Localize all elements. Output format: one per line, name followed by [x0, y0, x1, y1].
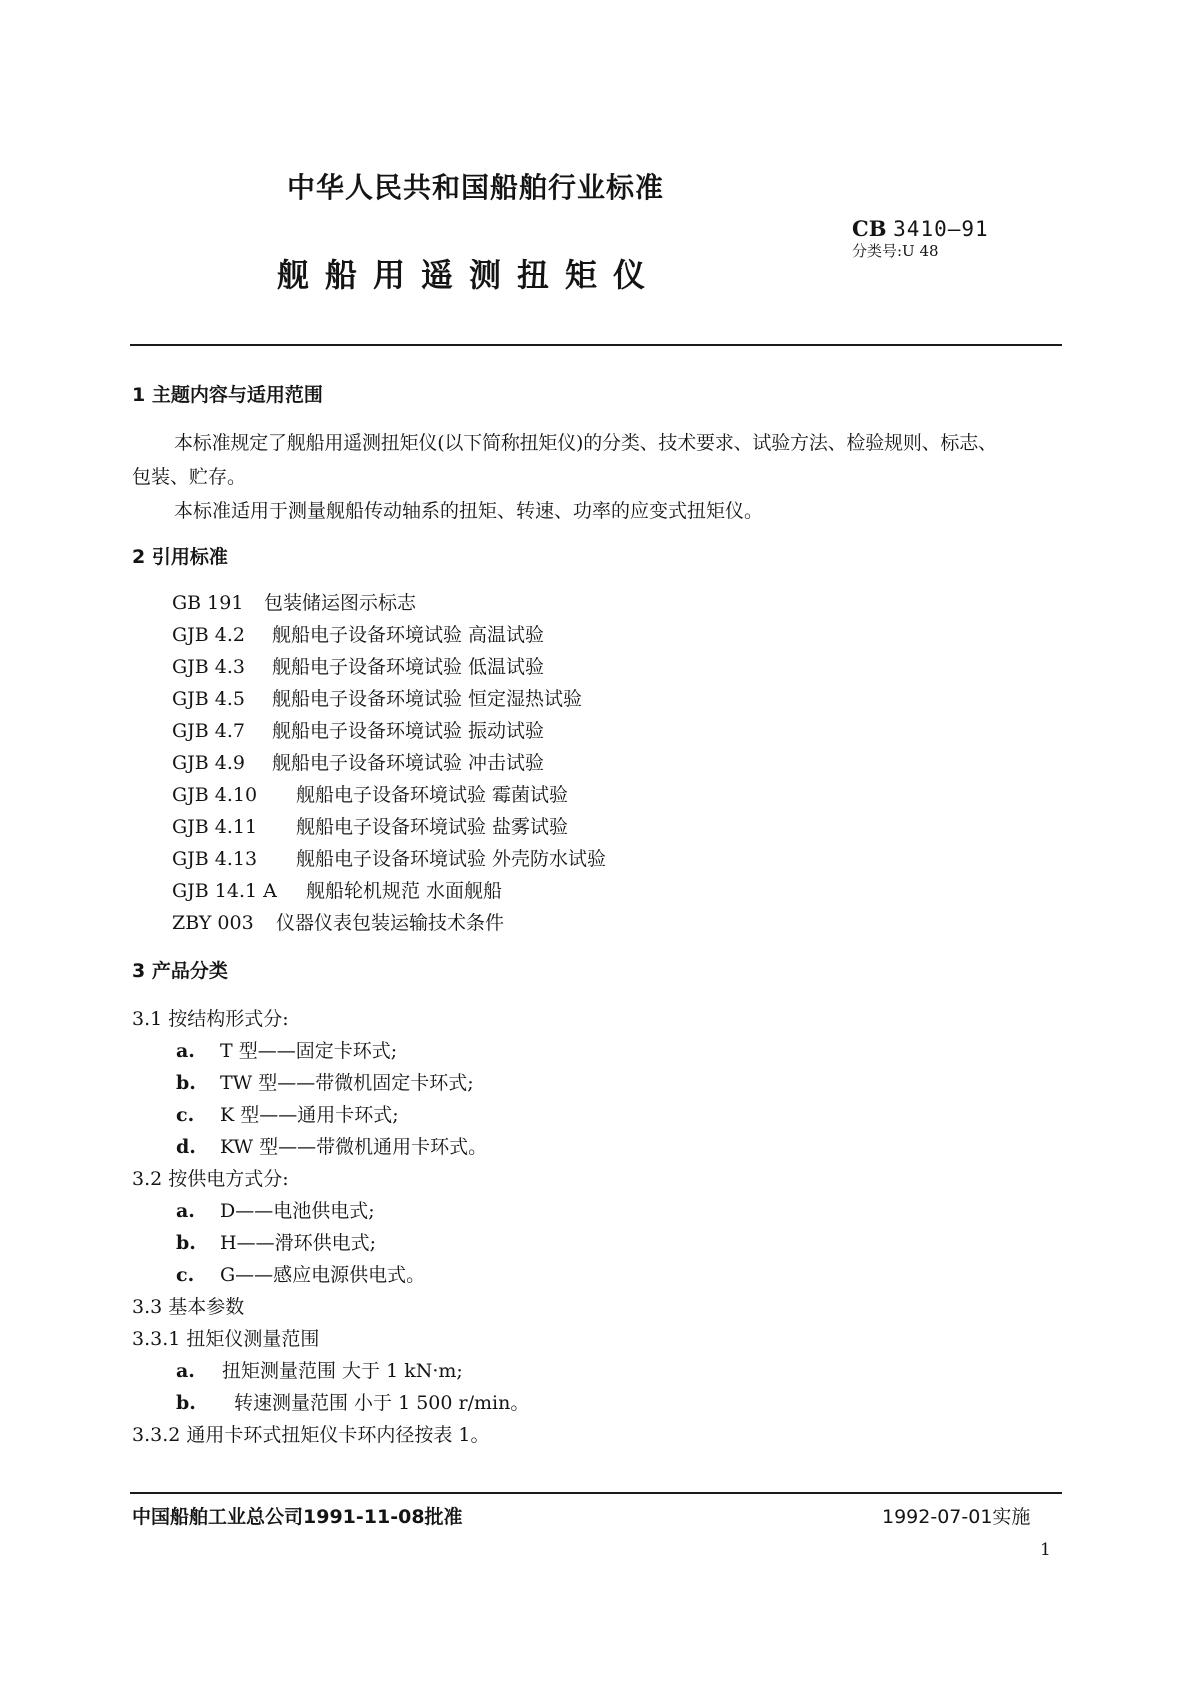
reference-code: ZBY 003: [172, 912, 254, 934]
document-title: 舰船用遥测扭矩仪: [277, 256, 662, 294]
list-item-label: c.: [176, 1104, 195, 1126]
reference-item: [172, 844, 606, 871]
reference-code: GJB 4.9: [172, 752, 246, 774]
reference-item: [172, 684, 582, 711]
list-item: [176, 1388, 529, 1415]
section-3-heading: 3 产品分类: [132, 960, 228, 982]
reference-title: 舰船轮机规范 水面舰船: [306, 880, 503, 902]
list-item-text: KW 型——带微机通用卡环式。: [220, 1136, 488, 1158]
reference-title: 舰船电子设备环境试验 冲击试验: [272, 752, 545, 774]
reference-code: GJB 4.3: [172, 656, 246, 678]
standard-number: [852, 216, 989, 241]
reference-item: [172, 748, 544, 775]
reference-title: 仪器仪表包装运输技术条件: [276, 912, 505, 934]
section-1-paragraph-1-line-2: 包装、贮存。: [132, 466, 247, 488]
reference-item: [172, 716, 544, 743]
reference-item: [172, 876, 502, 903]
header-divider: [130, 344, 1062, 346]
list-item-label: a.: [176, 1040, 195, 1062]
section-1-paragraph-2: 本标准适用于测量舰船传动轴系的扭矩、转速、功率的应变式扭矩仪。: [174, 500, 764, 522]
list-item-label: d.: [176, 1136, 196, 1158]
list-item: [176, 1068, 474, 1095]
section-3-1-heading: 3.1 按结构形式分:: [132, 1008, 289, 1030]
list-item-text: 扭矩测量范围 大于 1 kN·m;: [222, 1360, 463, 1382]
section-3-3-heading: 3.3 基本参数: [132, 1296, 245, 1318]
reference-code: GJB 4.2: [172, 624, 246, 646]
reference-item: [172, 908, 504, 935]
list-item-text: TW 型——带微机固定卡环式;: [220, 1072, 474, 1094]
page-number: 1: [1040, 1540, 1051, 1560]
reference-item: [172, 812, 568, 839]
reference-title: 包装储运图示标志: [264, 592, 417, 614]
footer-divider: [130, 1492, 1062, 1494]
reference-title: 舰船电子设备环境试验 低温试验: [272, 656, 545, 678]
section-3-3-2-text: 3.3.2 通用卡环式扭矩仪卡环内径按表 1。: [132, 1424, 490, 1446]
list-item: [176, 1196, 375, 1223]
approval-line: 中国船舶工业总公司1991-11-08批准: [132, 1506, 463, 1528]
issuer-title: 中华人民共和国船舶行业标准: [287, 171, 665, 204]
list-item: [176, 1036, 397, 1063]
list-item: [176, 1100, 399, 1127]
reference-title: 舰船电子设备环境试验 高温试验: [272, 624, 545, 646]
list-item-text: 转速测量范围 小于 1 500 r/min。: [234, 1392, 530, 1414]
list-item-text: H——滑环供电式;: [220, 1232, 376, 1254]
reference-code: GJB 4.5: [172, 688, 246, 710]
reference-code: GJB 4.13: [172, 848, 258, 870]
reference-title: 舰船电子设备环境试验 外壳防水试验: [296, 848, 607, 870]
reference-item: [172, 588, 416, 615]
list-item-text: K 型——通用卡环式;: [220, 1104, 399, 1126]
standard-prefix: CB: [852, 216, 887, 241]
reference-title: 舰船电子设备环境试验 霉菌试验: [296, 784, 569, 806]
reference-code: GJB 4.11: [172, 816, 258, 838]
reference-item: [172, 620, 544, 647]
reference-title: 舰船电子设备环境试验 恒定湿热试验: [272, 688, 583, 710]
implementation-date: 1992-07-01实施: [882, 1506, 1031, 1528]
section-2-heading: 2 引用标准: [132, 546, 228, 568]
list-item: [176, 1260, 425, 1287]
classification-number: 分类号:U 48: [852, 242, 939, 260]
list-item: [176, 1356, 463, 1383]
list-item-label: a.: [176, 1200, 195, 1222]
list-item-text: G——感应电源供电式。: [220, 1264, 426, 1286]
section-1-heading: 1 主题内容与适用范围: [132, 384, 323, 406]
reference-code: GJB 4.7: [172, 720, 246, 742]
list-item-text: D——电池供电式;: [220, 1200, 375, 1222]
section-3-2-heading: 3.2 按供电方式分:: [132, 1168, 289, 1190]
reference-title: 舰船电子设备环境试验 盐雾试验: [296, 816, 569, 838]
standard-code: 3410—91: [893, 217, 989, 241]
list-item-label: c.: [176, 1264, 195, 1286]
list-item: [176, 1132, 487, 1159]
reference-code: GJB 4.10: [172, 784, 258, 806]
list-item: [176, 1228, 376, 1255]
reference-title: 舰船电子设备环境试验 振动试验: [272, 720, 545, 742]
section-1-paragraph-1-line-1: 本标准规定了舰船用遥测扭矩仪(以下简称扭矩仪)的分类、技术要求、试验方法、检验规则、标志、: [174, 432, 997, 454]
list-item-text: T 型——固定卡环式;: [220, 1040, 398, 1062]
list-item-label: b.: [176, 1232, 196, 1254]
list-item-label: a.: [176, 1360, 195, 1382]
reference-item: [172, 652, 544, 679]
reference-code: GJB 14.1 A: [172, 880, 277, 902]
list-item-label: b.: [176, 1072, 196, 1094]
reference-code: GB 191: [172, 592, 244, 614]
list-item-label: b.: [176, 1392, 196, 1414]
reference-item: [172, 780, 568, 807]
section-3-3-1-heading: 3.3.1 扭矩仪测量范围: [132, 1328, 320, 1350]
